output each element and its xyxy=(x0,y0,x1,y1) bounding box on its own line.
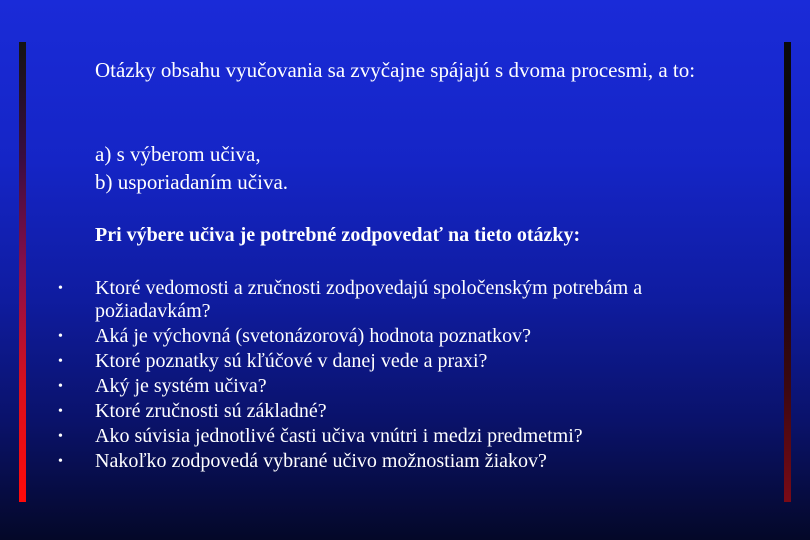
bullet-icon: • xyxy=(58,379,63,394)
questions-heading: Pri výbere učiva je potrebné zodpovedať na tieto otázky: xyxy=(95,224,581,246)
list-item xyxy=(58,450,758,473)
bullet-icon: • xyxy=(58,281,63,296)
question-text: Ktoré poznatky sú kľúčové v danej vede a praxi? xyxy=(95,350,488,372)
question-text: Aká je výchovná (svetonázorová) hodnota poznatkov? xyxy=(95,325,531,347)
list-item xyxy=(58,375,758,398)
question-text: Ako súvisia jednotlivé časti učiva vnútri i medzi predmetmi? xyxy=(95,425,583,447)
question-text: Ktoré zručnosti sú základné? xyxy=(95,400,327,422)
bullet-icon: • xyxy=(58,329,63,344)
list-item xyxy=(58,400,758,423)
intro-paragraph: Otázky obsahu vyučovania sa zvyčajne spájajú s dvoma procesmi, a to: xyxy=(95,58,696,82)
process-item: a) s výberom učiva, xyxy=(95,142,261,166)
list-item xyxy=(58,277,758,323)
bullet-icon: • xyxy=(58,404,63,419)
bullet-icon: • xyxy=(58,429,63,444)
process-item: b) usporiadaním učiva. xyxy=(95,170,289,194)
question-text: Nakoľko zodpovedá vybrané učivo možnostiam žiakov? xyxy=(95,450,547,472)
bullet-icon: • xyxy=(58,454,63,469)
bullet-icon: • xyxy=(58,354,63,369)
left-accent-bar xyxy=(19,42,26,502)
list-item xyxy=(58,350,758,373)
list-item xyxy=(58,325,758,348)
questions-list xyxy=(58,277,758,475)
list-item xyxy=(58,425,758,448)
right-accent-bar xyxy=(784,42,791,502)
process-list xyxy=(95,140,288,196)
question-text: Ktoré vedomosti a zručnosti zodpovedajú spoločenským potrebám a požiadavkám? xyxy=(95,277,643,322)
question-text: Aký je systém učiva? xyxy=(95,375,267,397)
